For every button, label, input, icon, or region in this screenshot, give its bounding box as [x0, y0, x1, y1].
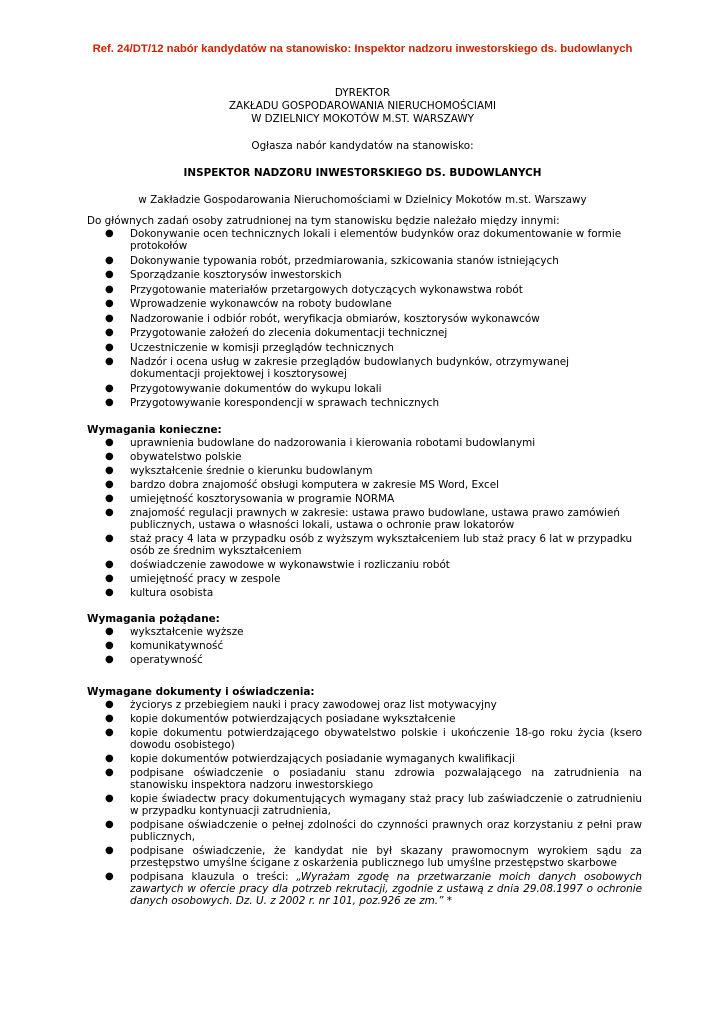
- list-item: ● Sporządzanie kosztorysów inwestorskich: [105, 269, 342, 281]
- documents-section: [87, 686, 642, 909]
- list-item: ● kopie dokumentów potwierdzających posiadane wykształcenie: [105, 713, 456, 725]
- bullet-icon: ●: [105, 699, 114, 710]
- list-item: ● wykształcenie wyższe: [105, 626, 244, 638]
- bullet-icon: ●: [105, 626, 114, 637]
- bullet-icon: ●: [105, 298, 114, 309]
- duties-list: [87, 228, 642, 409]
- list-item: ● kopie dokumentu potwierdzającego obywatelstwo polskie i ukończenie 18-go roku życia (ksero dowodu osobistego): [105, 727, 642, 751]
- required-section: [87, 424, 642, 601]
- list-item: ● bardzo dobra znajomość obsługi komputera w zakresie MS Word, Excel: [105, 479, 499, 491]
- list-item: ● Dokonywanie typowania robót, przedmiarowania, szkicowania stanów istniejących: [105, 254, 559, 267]
- list-item: ● życiorys z przebiegiem nauki i pracy zawodowej oraz list motywacyjny: [105, 699, 497, 711]
- issuer-line-1: DYREKTOR: [334, 87, 391, 99]
- list-item: ● kopie dokumentów potwierdzających posiadanie wymaganych kwalifikacji: [105, 753, 515, 765]
- list-item: ● komunikatywność: [105, 640, 224, 652]
- desired-section: [87, 613, 642, 668]
- bullet-icon: ●: [105, 573, 114, 584]
- bullet-icon: ●: [105, 753, 114, 764]
- bullet-icon: ●: [105, 845, 114, 856]
- list-item: ● obywatelstwo polskie: [105, 451, 242, 463]
- list-item: ● Nadzorowanie i odbiór robót, weryfikacja obmiarów, kosztorysów wykonawców: [105, 312, 540, 325]
- consent-clause: [87, 871, 642, 907]
- list-item: ● podpisane oświadczenie o posiadaniu stanu zdrowia pozwalającego na zatrudnienia na stanowisku inspektora nadzoru inwestorskiego: [105, 767, 642, 791]
- list-item: ● umiejętność pracy w zespole: [105, 573, 281, 585]
- clause-text: „Wyrażam zgodę na przetwarzanie moich danych osobowych zawartych w ofercie pracy dla potrzeb rekrutacji, zgodnie z ustawą z dnia 29.08.1997 o ochronie danych osobowych. Dz. U. z 2002 r. nr 101, poz.926 ze zm.” *: [130, 871, 642, 907]
- bullet-icon: ●: [105, 793, 114, 804]
- bullet-icon: ●: [105, 341, 114, 353]
- desired-heading: Wymagania pożądane:: [87, 613, 220, 625]
- bullet-icon: ●: [105, 493, 114, 504]
- list-item: ● staż pracy 4 lata w przypadku osób z wyższym wykształceniem lub staż pracy 6 lat w przypadku osób ze średnim wykształceniem: [105, 533, 633, 557]
- reference-title: Ref. 24/DT/12 nabór kandydatów na stanowisko: Inspektor nadzoru inwestorskiego ds. budowlanych: [92, 43, 633, 55]
- bullet-icon: ●: [105, 465, 114, 476]
- bullet-icon: ●: [105, 640, 114, 651]
- bullet-icon: ●: [105, 713, 114, 724]
- bullet-icon: ●: [105, 871, 114, 882]
- list-item: ● Przygotowywanie dokumentów do wykupu lokali: [105, 382, 382, 395]
- list-item: ● doświadczenie zawodowe w wykonawstwie i rozliczaniu robót: [105, 559, 450, 571]
- list-item: ● Przygotowanie materiałów przetargowych dotyczących wykonawstwa robót: [105, 283, 523, 296]
- issuer-line-2: ZAKŁADU GOSPODAROWANIA NIERUCHOMOŚCIAMI: [228, 100, 497, 112]
- list-item: ● wykształcenie średnie o kierunku budowlanym: [105, 465, 373, 477]
- bullet-icon: ●: [105, 559, 114, 570]
- bullet-icon: ●: [105, 312, 114, 324]
- bullet-icon: ●: [105, 228, 114, 239]
- bullet-icon: ●: [105, 533, 114, 544]
- list-item: ● Nadzór i ocena usług w zakresie przeglądów budowlanych budynków, otrzymywanej dokumentacji projektowej i kosztorysowej: [105, 356, 570, 380]
- bullet-icon: ●: [105, 479, 114, 490]
- clause-prefix: podpisana klauzula o treści:: [130, 871, 297, 883]
- duties-section: [87, 215, 642, 412]
- workplace: w Zakładzie Gospodarowania Nieruchomościami w Dzielnicy Mokotów m.st. Warszawy: [138, 194, 587, 206]
- documents-heading: Wymagane dokumenty i oświadczenia:: [87, 686, 315, 698]
- announcement: Ogłasza nabór kandydatów na stanowisko:: [251, 140, 474, 152]
- bullet-icon: ●: [105, 283, 114, 295]
- list-item: ● Wprowadzenie wykonawców na roboty budowlane: [105, 298, 392, 310]
- list-item: ● Dokonywanie ocen technicznych lokali i elementów budynków oraz dokumentowanie w formie protokołów: [105, 228, 622, 252]
- list-item: ● Przygotowanie założeń do zlecenia dokumentacji technicznej: [105, 327, 448, 339]
- bullet-icon: ●: [105, 767, 114, 778]
- list-item: ● operatywność: [105, 654, 203, 666]
- bullet-icon: ●: [105, 382, 114, 394]
- position-title: INSPEKTOR NADZORU INWESTORSKIEGO DS. BUDOWLANYCH: [183, 167, 542, 179]
- bullet-icon: ●: [105, 356, 114, 367]
- list-item: ● uprawnienia budowlane do nadzorowania i kierowania robotami budowlanymi: [105, 437, 536, 449]
- bullet-icon: ●: [105, 819, 114, 830]
- list-item: ● kopie świadectw pracy dokumentujących wymagany staż pracy lub zaświadczenie o zatrudnieniu w przypadku kontynuacji zatrudnienia,: [105, 793, 642, 817]
- list-item: ● Uczestniczenie w komisji przeglądów technicznych: [105, 341, 394, 354]
- bullet-icon: ●: [105, 727, 114, 738]
- bullet-icon: ●: [105, 451, 114, 462]
- required-heading: Wymagania konieczne:: [87, 424, 222, 436]
- bullet-icon: ●: [105, 254, 114, 266]
- list-item: ● Przygotowywanie korespondencji w sprawach technicznych: [105, 397, 440, 409]
- list-item: ● umiejętność kosztorysowania w programie NORMA: [105, 493, 395, 505]
- duties-intro: Do głównych zadań osoby zatrudnionej na tym stanowisku będzie należało między innymi:: [87, 215, 560, 227]
- desired-list: [87, 626, 642, 666]
- bullet-icon: ●: [105, 269, 114, 280]
- list-item: ● podpisane oświadczenie, że kandydat nie był skazany prawomocnym wyrokiem sądu za przestępstwo umyślne ścigane z oskarżenia publicznego lub umyślne przestępstwo skarbowe: [105, 845, 642, 869]
- bullet-icon: ●: [105, 587, 114, 598]
- issuer-line-3: W DZIELNICY MOKOTÓW M.ST. WARSZAWY: [251, 113, 474, 125]
- list-item: ● podpisane oświadczenie o pełnej zdolności do czynności prawnych oraz korzystaniu z pełni praw publicznych,: [105, 819, 642, 843]
- bullet-icon: ●: [105, 507, 114, 518]
- required-list: [87, 437, 642, 599]
- bullet-icon: ●: [105, 437, 114, 448]
- documents-list: [87, 699, 642, 907]
- bullet-icon: ●: [105, 327, 114, 338]
- list-item: ● kultura osobista: [105, 587, 214, 599]
- bullet-icon: ●: [105, 397, 114, 408]
- list-item: ● znajomość regulacji prawnych w zakresie: ustawa prawo budowlane, ustawa prawo zamówień publicznych, ustawa o własności lokali, ustawa o ochronie praw lokatorów: [105, 507, 620, 531]
- bullet-icon: ●: [105, 654, 114, 665]
